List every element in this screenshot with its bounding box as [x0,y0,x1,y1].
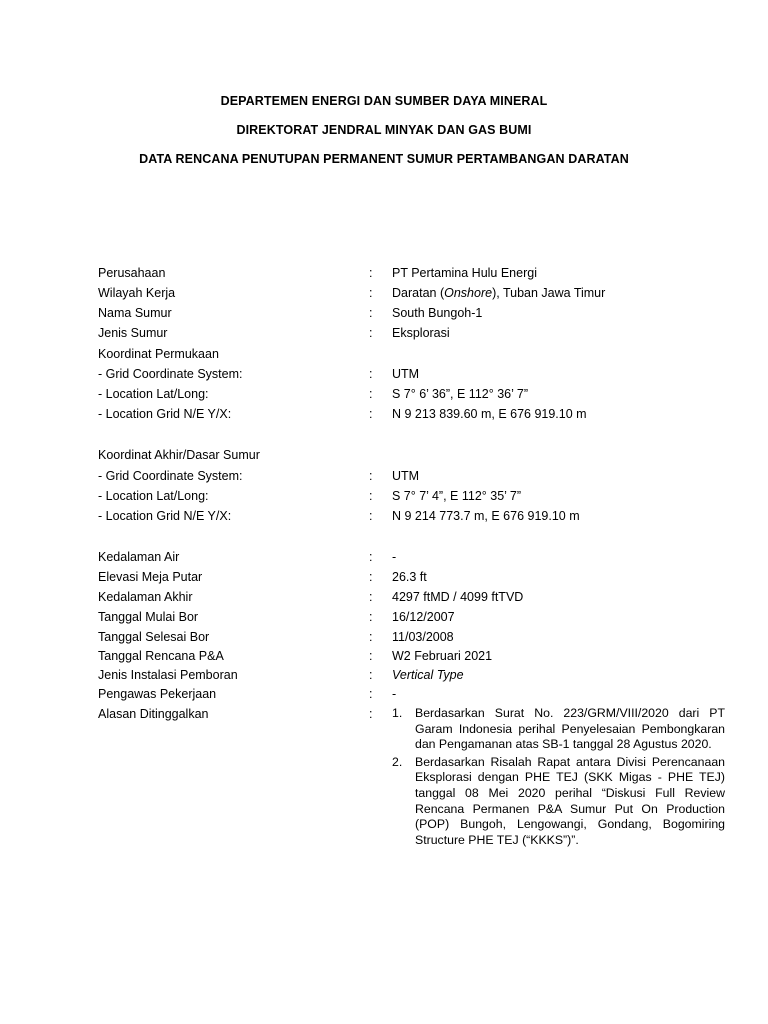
separator: : [369,687,373,701]
field-label: - Location Grid N/E Y/X: [98,407,232,421]
field-pengawas [0,685,768,703]
field-label: - Grid Coordinate System: [98,469,243,483]
separator: : [369,407,373,421]
field-value: 16/12/2007 [392,610,455,624]
field-value [392,284,732,302]
separator: : [369,570,373,584]
list-item [392,755,725,849]
field-kp-gridxy [0,405,768,423]
list-text: Berdasarkan Surat No. 223/GRM/VIII/2020 dari PT Garam Indonesia perihal Penyelesaian Pembongkaran dan Pengamanan atas SB-1 tanggal 28 Agustus 2020. [415,706,725,752]
field-label: Perusahaan [98,266,166,280]
field-value: W2 Februari 2021 [392,649,493,663]
field-label: Alasan Ditinggalkan [98,707,209,721]
value-prefix: Daratan ( [392,286,445,300]
field-value: Eksplorasi [392,326,450,340]
field-perusahaan [0,264,768,282]
field-kedalaman-akhir [0,588,768,606]
field-label: Kedalaman Air [98,550,180,564]
field-value: S 7° 7’ 4”, E 112° 35’ 7” [392,489,522,503]
field-wilayah-kerja [0,284,768,302]
field-elevasi [0,568,768,586]
separator: : [369,286,373,300]
separator: : [369,266,373,280]
separator: : [369,387,373,401]
field-value: N 9 214 773.7 m, E 676 919.10 m [392,509,580,523]
separator: : [369,326,373,340]
field-label: Elevasi Meja Putar [98,570,203,584]
field-value: PT Pertamina Hulu Energi [392,266,537,280]
field-kp-latlong [0,385,768,403]
field-value: 4297 ftMD / 4099 ftTVD [392,590,524,604]
section-label: Koordinat Akhir/Dasar Sumur [98,448,260,462]
field-value: UTM [392,469,420,483]
value-suffix: ), Tuban Jawa Timur [492,286,606,300]
field-value: 26.3 ft [392,570,427,584]
separator: : [369,469,373,483]
directorate-title: DIREKTORAT JENDRAL MINYAK DAN GAS BUMI [236,123,532,137]
field-rencana-pa [0,647,768,665]
field-kp-grid [0,365,768,383]
field-selesai-bor [0,628,768,646]
list-number: 1. [392,706,403,720]
section-label: Koordinat Permukaan [98,347,219,361]
field-value: N 9 213 839.60 m, E 676 919.10 m [392,407,587,421]
field-label: - Location Lat/Long: [98,387,209,401]
field-label: - Location Lat/Long: [98,489,209,503]
separator: : [369,649,373,663]
field-ka-gridxy [0,507,768,525]
field-label: Tanggal Mulai Bor [98,610,199,624]
field-label: Tanggal Rencana P&A [98,649,224,663]
section-koordinat-akhir [0,446,768,464]
field-value: UTM [392,367,420,381]
list-item [392,706,725,753]
field-label: - Location Grid N/E Y/X: [98,509,232,523]
separator: : [369,306,373,320]
separator: : [369,610,373,624]
section-koordinat-permukaan [0,345,768,363]
field-ka-latlong [0,487,768,505]
field-label: Kedalaman Akhir [98,590,193,604]
field-label: Wilayah Kerja [98,286,176,300]
field-value: - [392,687,397,701]
field-jenis-sumur [0,324,768,342]
separator: : [369,630,373,644]
reasons-list [392,706,725,850]
field-ka-grid [0,467,768,485]
ministry-title: DEPARTEMEN ENERGI DAN SUMBER DAYA MINERAL [220,94,548,108]
field-value: - [392,550,397,564]
separator: : [369,550,373,564]
separator: : [369,668,373,682]
separator: : [369,489,373,503]
document-title: DATA RENCANA PENUTUPAN PERMANENT SUMUR PERTAMBANGAN DARATAN [139,152,629,166]
field-value: S 7° 6’ 36”, E 112° 36’ 7” [392,387,528,401]
separator: : [369,590,373,604]
field-label: Tanggal Selesai Bor [98,630,210,644]
separator: : [369,367,373,381]
field-value: Vertical Type [392,668,464,682]
field-kedalaman-air [0,548,768,566]
field-value: South Bungoh-1 [392,306,483,320]
field-label: Jenis Instalasi Pemboran [98,668,238,682]
field-value: 11/03/2008 [392,630,454,644]
field-label: - Grid Coordinate System: [98,367,243,381]
field-instalasi [0,666,768,684]
separator: : [369,707,373,721]
list-number: 2. [392,754,403,769]
field-label: Nama Sumur [98,306,172,320]
field-mulai-bor [0,608,768,626]
list-text: Berdasarkan Risalah Rapat antara Divisi Perencanaan Eksplorasi dengan PHE TEJ (SKK Migas - PHE TEJ) tanggal 08 Mei 2020 perihal “Diskusi Full Review Rencana Permanen P&A Sumur Put On Production (POP) Bungoh, Lengowangi, Gondang, Bogomiring Structure PHE TEJ (“KKKS”)”. [415,754,725,847]
field-nama-sumur [0,304,768,322]
field-label: Pengawas Pekerjaan [98,687,217,701]
separator: : [369,509,373,523]
value-italic: Onshore [444,286,493,300]
field-label: Jenis Sumur [98,326,168,340]
